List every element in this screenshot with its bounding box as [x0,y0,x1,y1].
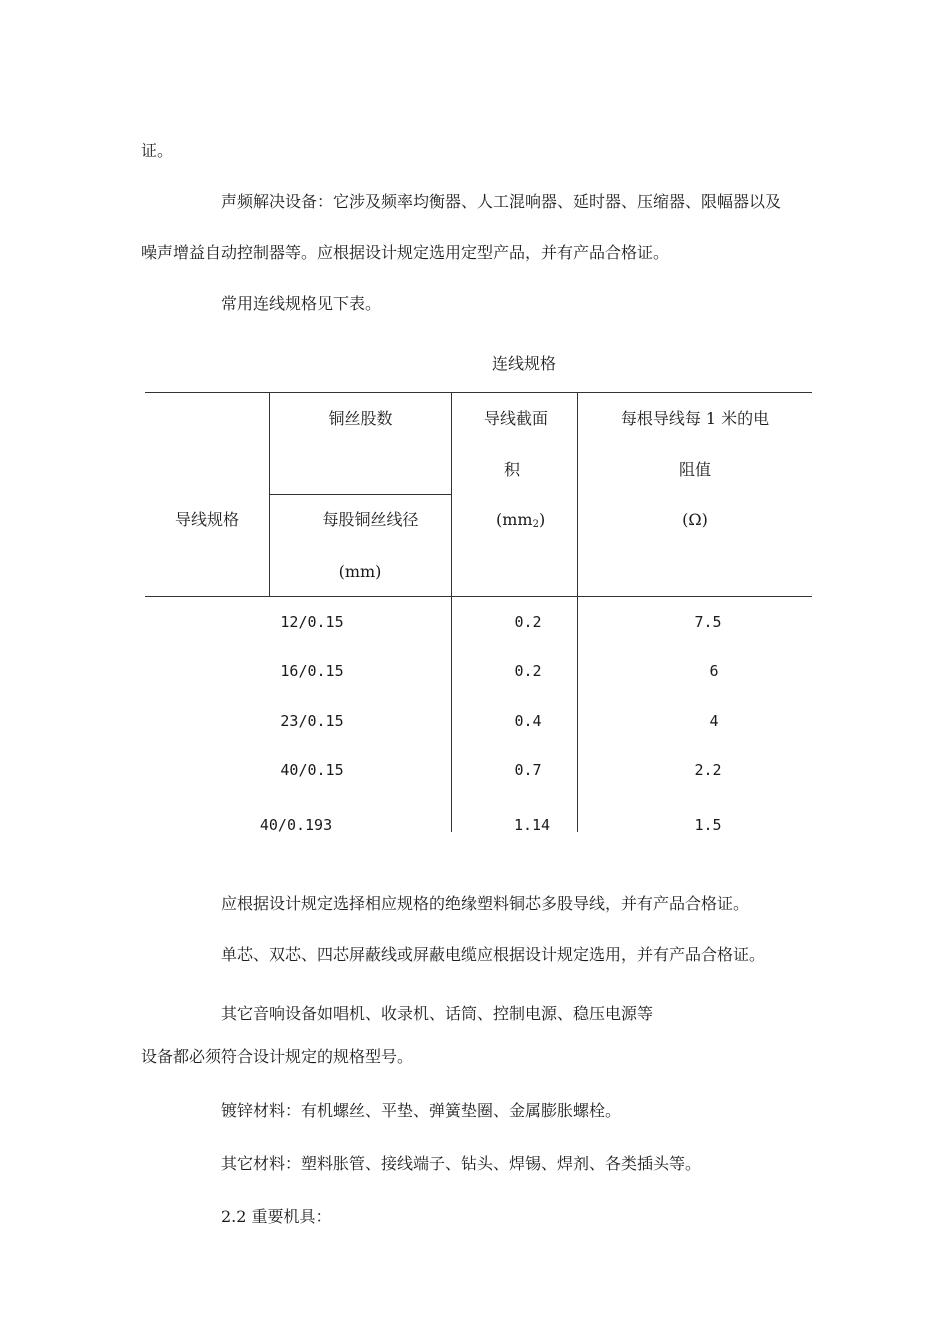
table-row-5-area: 1.14 [513,816,551,834]
paragraph-shielded-cable: 单芯、双芯、四芯屏蔽线或屏蔽电缆应根据设计规定选用，并有产品合格证。 [221,945,766,964]
paragraph-other-audio-line2: 设备都必须符合设计规定的规格型号。 [141,1047,414,1066]
table-row-4-resistance: 2.2 [694,761,722,779]
paragraph-table-intro: 常用连线规格见下表。 [221,294,382,313]
table-row-1-area: 0.2 [514,613,542,631]
table-divider-col2 [451,392,452,832]
table-row-3-spec: 23/0.15 [280,712,344,730]
header-cross-section-line2: 积 [504,460,521,479]
table-row-4-area: 0.7 [514,761,542,779]
table-header-bottom-rule [145,596,812,597]
table-top-rule [145,392,812,393]
paragraph-other-materials: 其它材料：塑料胀管、接线端子、钻头、焊锡、焊剂、各类插头等。 [221,1154,702,1173]
header-resistance-line1: 每根导线每 1 米的电 [620,409,770,428]
paragraph-audio-processing-line2: 噪声增益自动控制器等。应根据设计规定选用定型产品，并有产品合格证。 [141,243,670,262]
paragraph-audio-processing-line1: 声频解决设备：它涉及频率均衡器、人工混响器、延时器、压缩器、限幅器以及 [221,192,782,211]
table-row-2-resistance: 6 [709,662,719,680]
table-caption: 连线规格 [492,354,557,373]
header-resistance-unit: (Ω) [682,510,708,529]
section-heading-main-tools: 2.2 重要机具： [221,1207,332,1226]
table-row-1-spec: 12/0.15 [280,613,344,631]
table-row-2-area: 0.2 [514,662,542,680]
paragraph-continuation: 证。 [141,141,174,160]
table-row-5-spec: 40/0.193 [259,816,333,834]
header-strand-diameter-unit: (mm) [338,562,382,581]
header-cross-section-line1: 导线截面 [484,409,549,428]
paragraph-other-audio-line1: 其它音响设备如唱机、收录机、话筒、控制电源、稳压电源等 [221,1004,654,1023]
table-row-2-spec: 16/0.15 [280,662,344,680]
table-header-split-rule [270,494,451,495]
table-row-1-resistance: 7.5 [694,613,722,631]
header-cross-section-unit: $(mm_2)$ [496,510,546,530]
header-strand-count: 铜丝股数 [328,409,393,428]
table-row-3-area: 0.4 [514,712,542,730]
paragraph-wire-selection: 应根据设计规定选择相应规格的绝缘塑料铜芯多股导线，并有产品合格证。 [221,894,750,913]
table-row-3-resistance: 4 [709,712,719,730]
header-resistance-line2: 阻值 [678,460,711,479]
header-wire-spec: 导线规格 [174,510,239,529]
paragraph-galvanized-materials: 镀锌材料：有机螺丝、平垫、弹簧垫圈、金属膨胀螺栓。 [221,1101,622,1120]
table-row-5-resistance: 1.5 [694,816,722,834]
header-strand-diameter: 每股铜丝线径 [322,510,419,529]
table-row-4-spec: 40/0.15 [280,761,344,779]
